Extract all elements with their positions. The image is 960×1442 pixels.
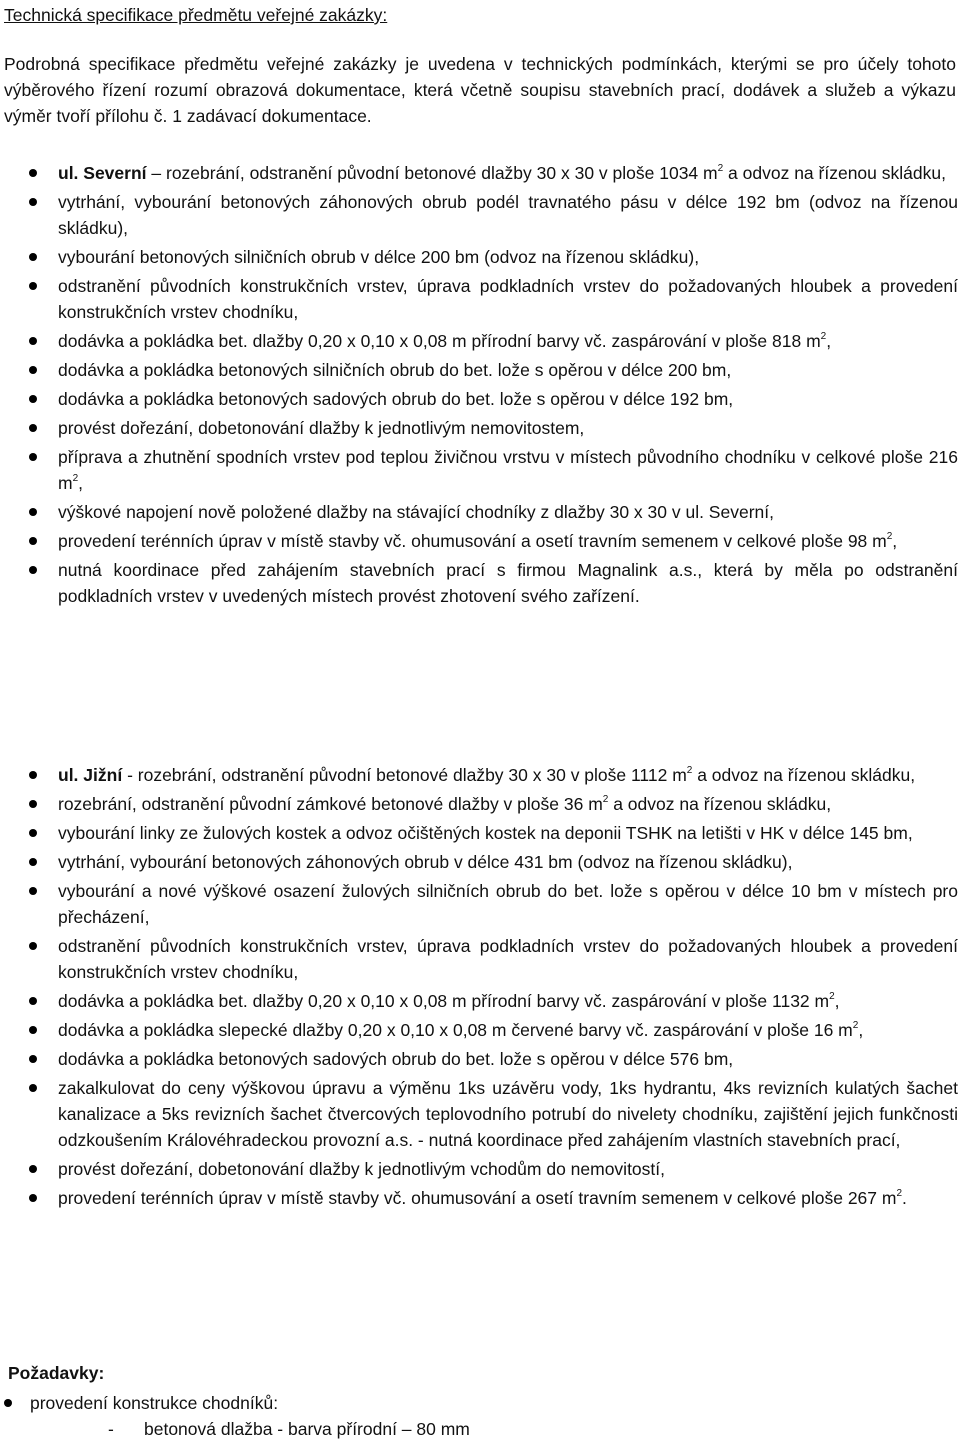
bullet-icon [29, 566, 37, 574]
list-item [0, 1046, 958, 1072]
bullet-icon [29, 198, 37, 206]
bullet-icon [29, 253, 37, 261]
item-text: vybourání a nové výškové osazení žulových silničních obrub do bet. lože s opěrou v délce 10 bm v místech pro přecházení, [58, 881, 958, 927]
bullet-icon [29, 800, 37, 808]
item-text-after: a odvoz na řízenou skládku, [723, 163, 946, 183]
dash-marker: - [108, 1419, 114, 1439]
list-item [0, 160, 958, 186]
requirements-heading: Požadavky: [8, 1363, 105, 1383]
item-text: provést dořezání, dobetonování dlažby k jednotlivým vchodům do nemovitostí, [58, 1159, 666, 1179]
list-item [0, 386, 958, 412]
item-text-after: , [826, 331, 832, 351]
item-text: dodávka a pokládka bet. dlažby 0,20 x 0,10 x 0,08 m přírodní barvy vč. zaspárování v ploše 1132 m [58, 991, 830, 1011]
item-text-after: , [834, 991, 840, 1011]
bullet-icon [29, 424, 37, 432]
list-item [0, 988, 958, 1014]
item-text: zakalkulovat do ceny výškovou úpravu a výměnu 1ks uzávěru vody, 1ks hydrantu, 4ks revizních kulatých šachet kanalizace a 5ks revizních šachet čtvercových teplovodního potrubí do nivelety chodníku, zajištění jejich funkčnosti odzkoušením Královéhradeckou provozní a.s. - nutná koordinace před zahájením vlastních stavebních prací, [58, 1078, 958, 1150]
bullet-icon [29, 997, 37, 1005]
item-text: vybourání betonových silničních obrub v délce 200 bm (odvoz na řízenou skládku), [58, 247, 700, 267]
item-text: - rozebrání, odstranění původní betonové dlažby 30 x 30 v ploše 1112 m [127, 765, 687, 785]
bullet-icon [29, 1165, 37, 1173]
item-text: dodávka a pokládka bet. dlažby 0,20 x 0,10 x 0,08 m přírodní barvy vč. zaspárování v ploše 818 m [58, 331, 821, 351]
bullet-icon [29, 1055, 37, 1063]
list-item [0, 1075, 958, 1153]
list-item [0, 328, 958, 354]
item-text-after: , [892, 531, 898, 551]
list-item [0, 1017, 958, 1043]
bullet-icon [29, 282, 37, 290]
bullet-icon [29, 942, 37, 950]
item-text-after: , [78, 473, 84, 493]
list-item [0, 1185, 958, 1211]
item-text: dodávka a pokládka betonových sadových obrub do bet. lože s opěrou v délce 576 bm, [58, 1049, 734, 1069]
superscript: 2 [886, 531, 893, 543]
bullet-icon [29, 337, 37, 345]
list-item [0, 528, 958, 554]
list-item [0, 357, 958, 383]
list-item [0, 273, 958, 325]
item-text: dodávka a pokládka betonových sadových obrub do bet. lože s opěrou v délce 192 bm, [58, 389, 734, 409]
requirements-subitem [108, 1416, 470, 1442]
superscript: 2 [829, 991, 835, 1003]
jizni-list [0, 762, 958, 1214]
superscript: 2 [820, 331, 827, 343]
street-prefix: ul. [58, 765, 84, 785]
bullet-icon [29, 366, 37, 374]
list-item [0, 1156, 958, 1182]
item-text-after: , [858, 1020, 864, 1040]
bullet-icon [29, 858, 37, 866]
list-item [0, 849, 958, 875]
list-item [0, 415, 958, 441]
list-item [0, 244, 958, 270]
list-item [0, 189, 958, 241]
requirements-item [0, 1390, 278, 1416]
superscript: 2 [717, 163, 724, 175]
list-item [0, 791, 958, 817]
bullet-icon [29, 453, 37, 461]
item-text: – rozebrání, odstranění původní betonové dlažby 30 x 30 v ploše 1034 m [151, 163, 718, 183]
requirements-item-text: provedení konstrukce chodníků: [30, 1393, 279, 1413]
item-text: provedení terénních úprav v místě stavby vč. ohumusování a osetí travním semenem v celkové ploše 98 m [58, 531, 887, 551]
bullet-icon [29, 169, 37, 177]
bullet-icon [29, 1194, 37, 1202]
superscript: 2 [602, 794, 609, 806]
superscript: 2 [896, 1188, 903, 1200]
requirements-subitem-text: betonová dlažba - barva přírodní – 80 mm [144, 1419, 470, 1439]
item-text: výškové napojení nově položené dlažby na stávající chodníky z dlažby 30 x 30 v ul. Severní, [58, 502, 774, 522]
item-text: nutná koordinace před zahájením stavebních prací s firmou Magnalink a.s., která by měla po odstranění podkladních vrstev v uvedených místech provést zhotovení svého zařízení. [58, 560, 958, 606]
bullet-icon [29, 887, 37, 895]
bullet-icon [29, 1026, 37, 1034]
item-text-after: a odvoz na řízenou skládku, [608, 794, 832, 814]
bullet-icon [4, 1399, 12, 1407]
street-name: Severní [83, 163, 147, 183]
item-text-after: a odvoz na řízenou skládku, [692, 765, 916, 785]
item-text: provést dořezání, dobetonování dlažby k jednotlivým nemovitostem, [58, 418, 585, 438]
bullet-icon [29, 508, 37, 516]
superscript: 2 [686, 765, 693, 777]
list-item [0, 820, 958, 846]
item-text: dodávka a pokládka slepecké dlažby 0,20 x 0,10 x 0,08 m červené barvy vč. zaspárování v ploše 16 m [58, 1020, 853, 1040]
list-item [0, 444, 958, 496]
item-text: vytrhání, vybourání betonových záhonových obrub v délce 431 bm (odvoz na řízenou skládku), [58, 852, 793, 872]
bullet-icon [29, 537, 37, 545]
item-text: provedení terénních úprav v místě stavby vč. ohumusování a osetí travním semenem v celkové ploše 267 m [58, 1188, 897, 1208]
bullet-icon [29, 395, 37, 403]
bullet-icon [29, 771, 37, 779]
severni-list [0, 160, 958, 612]
list-item [0, 557, 958, 609]
bullet-icon [29, 829, 37, 837]
superscript: 2 [852, 1020, 859, 1032]
list-item [0, 878, 958, 930]
item-text: vytrhání, vybourání betonových záhonových obrub podél travnatého pásu v délce 192 bm (odvoz na řízenou skládku), [58, 192, 958, 238]
bullet-icon [29, 1084, 37, 1092]
list-item [0, 933, 958, 985]
intro-paragraph: Podrobná specifikace předmětu veřejné zakázky je uvedena v technických podmínkách, kterými se pro účely tohoto výběrového řízení rozumí obrazová dokumentace, která včetně soupisu stavebních prací, dodávek a služeb a výkazu výměr tvoří přílohu č. 1 zadávací dokumentace. [4, 54, 956, 126]
item-text-after: . [902, 1188, 907, 1208]
street-prefix: ul. [58, 163, 84, 183]
list-item [0, 762, 958, 788]
item-text: dodávka a pokládka betonových silničních obrub do bet. lože s opěrou v délce 200 bm, [58, 360, 732, 380]
page-heading: Technická specifikace předmětu veřejné zakázky: [4, 5, 388, 25]
item-text: vybourání linky ze žulových kostek a odvoz očištěných kostek na deponii TSHK na letišti v HK v délce 145 bm, [58, 823, 913, 843]
item-text: příprava a zhutnění spodních vrstev pod teplou živičnou vrstvu v místech původního chodníku v celkové ploše 216 m [58, 447, 958, 493]
street-name: Jižní [83, 765, 123, 785]
list-item [0, 499, 958, 525]
superscript: 2 [72, 473, 79, 485]
item-text: rozebrání, odstranění původní zámkové betonové dlažby v ploše 36 m [58, 794, 603, 814]
item-text: odstranění původních konstrukčních vrstev, úprava podkladních vrstev do požadovaných hloubek a provedení konstrukčních vrstev chodníku, [58, 936, 958, 982]
item-text: odstranění původních konstrukčních vrstev, úprava podkladních vrstev do požadovaných hloubek a provedení konstrukčních vrstev chodníku, [58, 276, 958, 322]
